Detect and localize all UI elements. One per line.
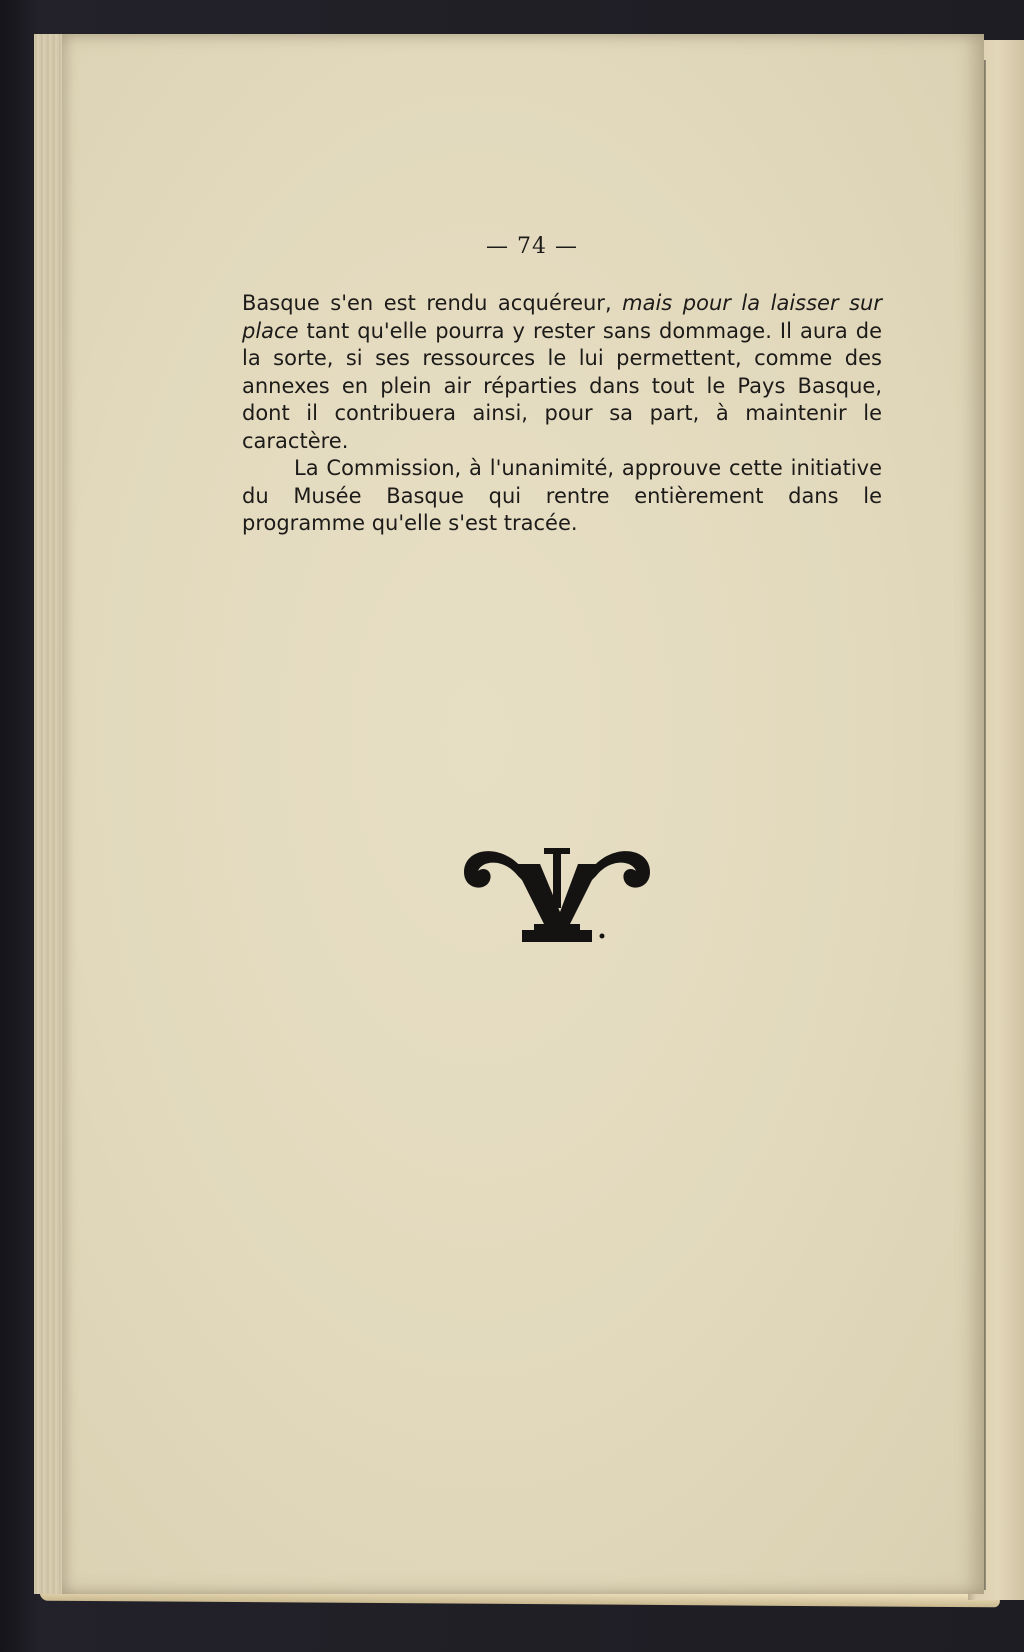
page-number: — 74 —: [486, 234, 578, 259]
paragraph-1-end: tant qu'elle pourra y rester sans dommage. Il aura de la sorte, si ses ressources le lui permettent, comme des annexes en plein air réparties dans tout le Pays Basque, dont il contribuera ainsi, pour sa part, à maintenir le caractère.: [242, 318, 882, 453]
paragraph-1-emphasis: mais pour la laisser sur place: [242, 291, 882, 343]
fleuron-icon: [460, 838, 654, 958]
paragraph-2: La Commission, à l'unanimité, approuve cette initiative du Musée Basque qui rentre entièrement dans le programme qu'elle s'est tracée.: [242, 456, 882, 535]
paragraph-1-start: Basque s'en est rendu acquéreur,: [242, 291, 623, 315]
page-body-text: [242, 290, 882, 538]
book-page: [62, 34, 984, 1594]
paragraph-1: [242, 290, 882, 455]
